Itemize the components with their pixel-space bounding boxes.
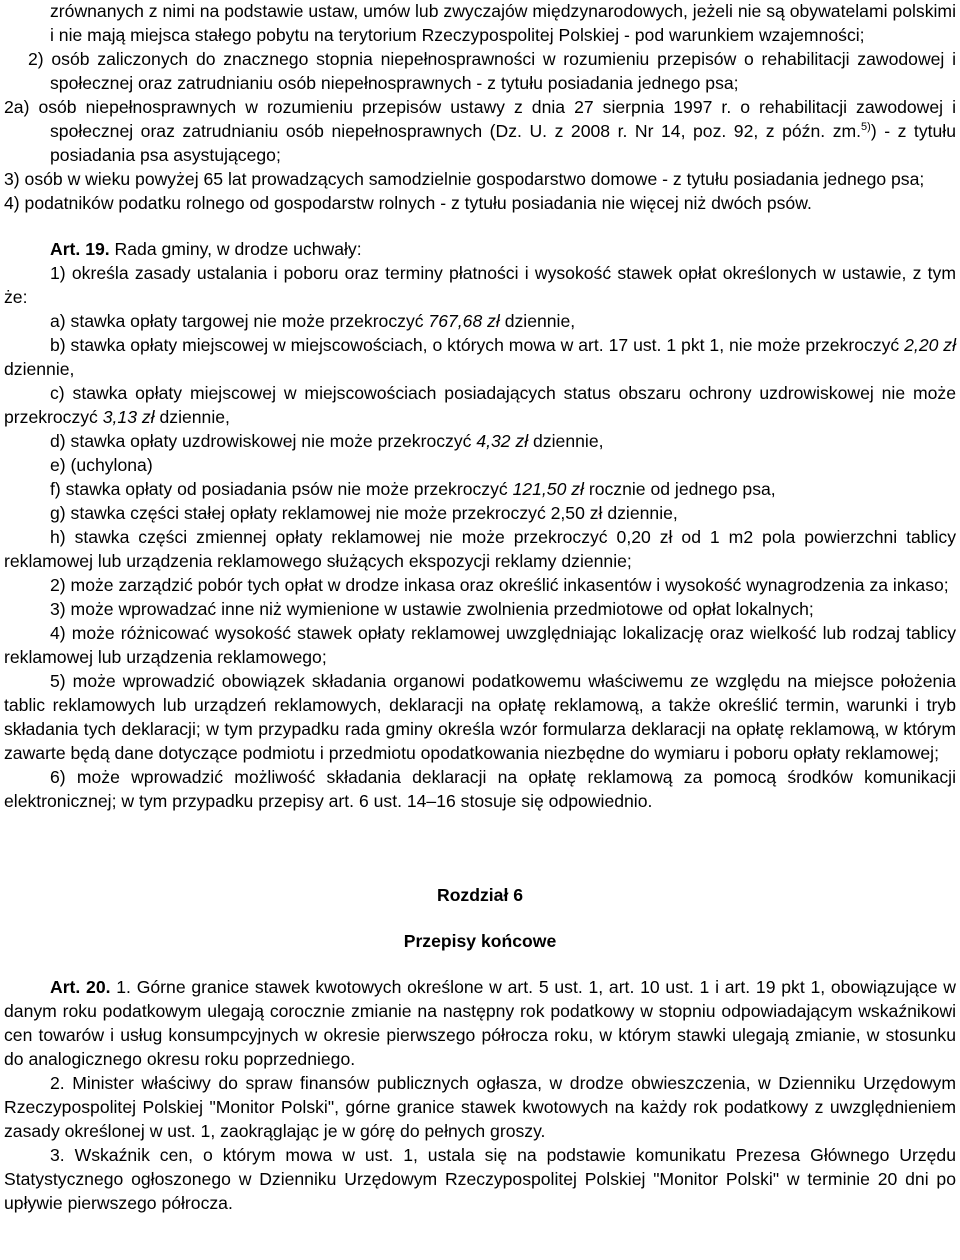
text: 3. Wskaźnik cen, o którym mowa w ust. 1, ustala się na podstawie komunikatu Prezesa Głównego Urzędu Statystycznego ogłoszonego w Dzienniku Urzędowym Rzeczypospolitej Polskiej "Monitor Polski" w terminie 20 dni po upływie pierwszego półrocza. <box>4 1145 956 1213</box>
text: 2. Minister właściwy do spraw finansów publicznych ogłasza, w drodze obwieszczenia, w Dzienniku Urzędowym Rzeczypospolitej Polskiej "Monitor Polski", górne granice stawek kwotowych na każdy rok podatkowy z uwzględnieniem zasady określonej w ust. 1, zaokrąglając je w górę do pełnych groszy. <box>4 1073 956 1141</box>
list-item-4 <box>4 191 956 215</box>
text: 3) osób w wieku powyżej 65 lat prowadzących samodzielnie gospodarstwo domowe - z tytułu posiadania jednego psa; <box>4 169 925 189</box>
text: zrównanych z nimi na podstawie ustaw, umów lub zwyczajów międzynarodowych, jeżeli nie są obywatelami polskimi i nie mają miejsca stałego pobytu na terytorium Rzeczypospolitej Polskiej - pod warunkiem wzajemności; <box>50 1 956 45</box>
text: c) stawka opłaty miejscowej w miejscowościach posiadających status obszaru ochrony uzdrowiskowej nie może przekroczyć <box>4 383 956 427</box>
text: 4) podatników podatku rolnego od gospodarstw rolnych - z tytułu posiadania nie więcej niż dwóch psów. <box>4 193 812 213</box>
text: 1. Górne granice stawek kwotowych określone w art. 5 ust. 1, art. 10 ust. 1 i art. 19 pkt 1, obowiązujące w danym roku podatkowym ulegają corocznie zmianie na następny rok podatkowy w stopniu odpowiadającym wskaźnikowi cen towarów i usług konsumpcyjnych w okresie pierwszego półrocza roku, w którym stawki ulegają zmianie, w stosunku do analogicznego okresu roku poprzedniego. <box>4 977 956 1069</box>
amount: 121,50 zł <box>512 479 584 499</box>
amount: 4,32 zł <box>476 431 529 451</box>
text: 2) może zarządzić pobór tych opłat w drodze inkasa oraz określić inkasentów i wysokość wynagrodzenia za inkaso; <box>50 575 949 595</box>
text: b) stawka opłaty miejscowej w miejscowościach, o których mowa w art. 17 ust. 1 pkt 1, nie może przekroczyć <box>50 335 905 355</box>
art19-letter-e <box>4 453 956 477</box>
art19-letter-a <box>4 309 956 333</box>
text: 2) osób zaliczonych do znacznego stopnia niepełnosprawności w rozumieniu przepisów o rehabilitacji zawodowej i społecznej oraz zatrudnianiu osób niepełnosprawnych - z tytułu posiadania jednego psa; <box>28 49 956 93</box>
text: dziennie, <box>4 359 75 379</box>
text: 4) może różnicować wysokość stawek opłaty reklamowej uwzględniając lokalizację oraz wielkość lub rodzaj tablicy reklamowej lub urządzenia reklamowego; <box>4 623 956 667</box>
text: rocznie od jednego psa, <box>583 479 776 499</box>
art19-point-3 <box>4 597 956 621</box>
text: 6) może wprowadzić możliwość składania deklaracji na opłatę reklamową za pomocą środków komunikacji elektronicznej; w tym przypadku przepisy art. 6 ust. 14–16 stosuje się odpowiednio. <box>4 767 956 811</box>
art19-letter-b <box>4 333 956 381</box>
art19-letter-c <box>4 381 956 429</box>
text: e) (uchylona) <box>50 455 153 475</box>
text: a) stawka opłaty targowej nie może przekroczyć <box>50 311 429 331</box>
article-label: Art. 20. <box>50 977 111 997</box>
list-item-2a <box>4 95 956 167</box>
art19-letter-g <box>4 501 956 525</box>
article-20-para-2 <box>4 1071 956 1143</box>
list-item-2 <box>4 47 956 95</box>
text: 5) może wprowadzić obowiązek składania organowi podatkowemu właściwemu ze względu na miejsce położenia tablic reklamowych lub urządzeń reklamowych, deklaracji na opłatę reklamową, a także określić termin, warunki i tryb składania tych deklaracji; w tym przypadku rada gminy określa wzór formularza deklaracji na opłatę reklamową, w którym zawarte będą dane dotyczące podmiotu i przedmiotu opodatkowania niezbędne do wymiaru i poboru opłaty reklamowej; <box>4 671 956 763</box>
art19-point-6 <box>4 765 956 813</box>
list-item-3 <box>4 167 956 191</box>
text: 1) określa zasady ustalania i poboru oraz terminy płatności i wysokość stawek opłat określonych w ustawie, z tym że: <box>4 263 956 307</box>
text: dziennie, <box>154 407 230 427</box>
text: 3) może wprowadzać inne niż wymienione w ustawie zwolnienia przedmiotowe od opłat lokalnych; <box>50 599 814 619</box>
chapter-heading: Rozdział 6 <box>436 885 524 905</box>
art19-point-4 <box>4 621 956 669</box>
text: dziennie, <box>499 311 576 331</box>
article-19-intro <box>4 237 956 261</box>
paragraph-continuation <box>4 0 956 47</box>
art19-point-1 <box>4 261 956 309</box>
art19-point-5 <box>4 669 956 765</box>
art19-letter-d <box>4 429 956 453</box>
footnote-ref: 5) <box>861 121 871 133</box>
chapter-title: Przepisy końcowe <box>403 931 557 951</box>
article-label: Art. 19. <box>50 239 110 259</box>
article-20-para-1 <box>4 975 956 1071</box>
document-page <box>4 0 956 1215</box>
text: 2a) osób niepełnosprawnych w rozumieniu przepisów ustawy z dnia 27 sierpnia 1997 r. o rehabilitacji zawodowej i społecznej oraz zatrudnianiu osób niepełnosprawnych (Dz. U. z 2008 r. Nr 14, poz. 92, z późn. zm. <box>4 97 956 141</box>
text: ) - z tytułu posiadania psa asystującego; <box>50 121 956 165</box>
art19-letter-h <box>4 525 956 573</box>
amount: 3,13 zł <box>102 407 155 427</box>
text: d) stawka opłaty uzdrowiskowej nie może przekroczyć <box>50 431 477 451</box>
art19-point-2 <box>4 573 956 597</box>
text: g) stawka części stałej opłaty reklamowej nie może przekroczyć 2,50 zł dziennie, <box>50 503 678 523</box>
text: Rada gminy, w drodze uchwały: <box>109 239 362 259</box>
article-20-para-3 <box>4 1143 956 1215</box>
text: f) stawka opłaty od posiadania psów nie może przekroczyć <box>50 479 513 499</box>
amount: 767,68 zł <box>428 311 500 331</box>
text: dziennie, <box>528 431 604 451</box>
amount: 2,20 zł <box>904 335 957 355</box>
text: h) stawka części zmiennej opłaty reklamowej nie może przekroczyć 0,20 zł od 1 m2 pola powierzchni tablicy reklamowej lub urządzenia reklamowego służących ekspozycji reklamy dziennie; <box>4 527 956 571</box>
art19-letter-f <box>4 477 956 501</box>
